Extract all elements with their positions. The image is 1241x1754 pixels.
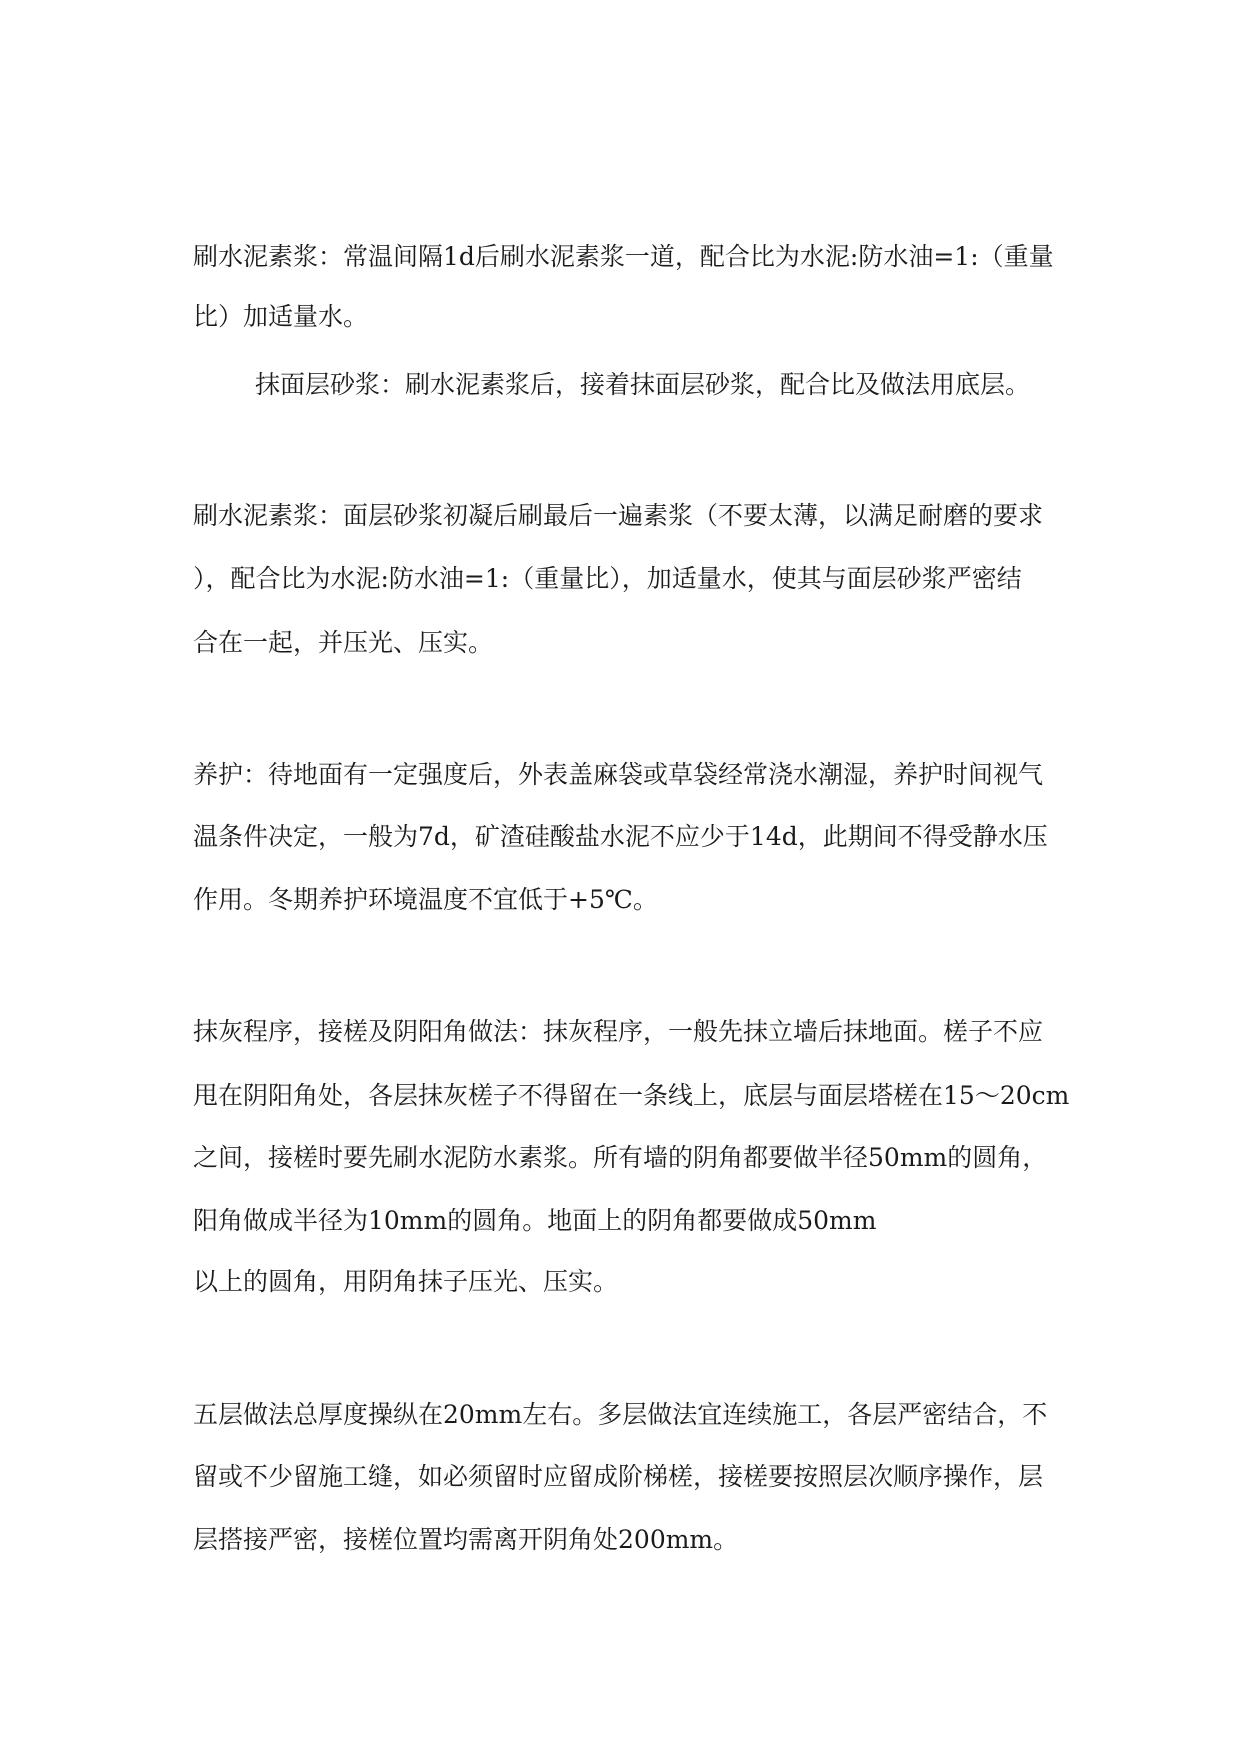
text-line: ），配合比为水泥:防水油=1:（重量比），加适量水，使其与面层砂浆严密结 [193, 564, 1022, 593]
text-line: 五层做法总厚度操纵在20mm左右。多层做法宜连续施工，各层严密结合，不 [193, 1400, 1048, 1429]
text-line: 留或不少留施工缝，如必须留时应留成阶梯槎，接槎要按照层次顺序操作，层 [193, 1462, 1044, 1491]
text-line: 刷水泥素浆：常温间隔1d后刷水泥素浆一道，配合比为水泥:防水油=1:（重量 [193, 242, 1054, 271]
text-line: 层搭接严密，接槎位置均需离开阴角处200mm。 [193, 1525, 739, 1554]
text-line: 温条件决定，一般为7d，矿渣硅酸盐水泥不应少于14d，此期间不得受静水压 [193, 822, 1048, 851]
text-line: 阳角做成半径为10mm的圆角。地面上的阴角都要做成50mm [193, 1206, 877, 1235]
text-line: 作用。冬期养护环境温度不宜低于+5℃。 [193, 885, 658, 914]
text-line: 合在一起，并压光、压实。 [193, 628, 494, 657]
text-line: 比）加适量水。 [193, 302, 369, 331]
text-line: 以上的圆角，用阴角抹子压光、压实。 [193, 1267, 619, 1296]
text-line: 抹面层砂浆：刷水泥素浆后，接着抹面层砂浆，配合比及做法用底层。 [255, 370, 1031, 399]
text-line: 甩在阴阳角处，各层抹灰槎子不得留在一条线上，底层与面层塔槎在15～20cm [193, 1081, 1070, 1110]
text-line: 之间，接槎时要先刷水泥防水素浆。所有墙的阴角都要做半径50mm的圆角， [193, 1143, 1048, 1172]
text-line: 刷水泥素浆：面层砂浆初凝后刷最后一遍素浆（不要太薄，以满足耐磨的要求 [193, 501, 1044, 530]
text-line: 养护：待地面有一定强度后，外表盖麻袋或草袋经常浇水潮湿，养护时间视气 [193, 760, 1044, 789]
text-line: 抹灰程序，接槎及阴阳角做法：抹灰程序，一般先抹立墙后抹地面。槎子不应 [193, 1017, 1044, 1046]
